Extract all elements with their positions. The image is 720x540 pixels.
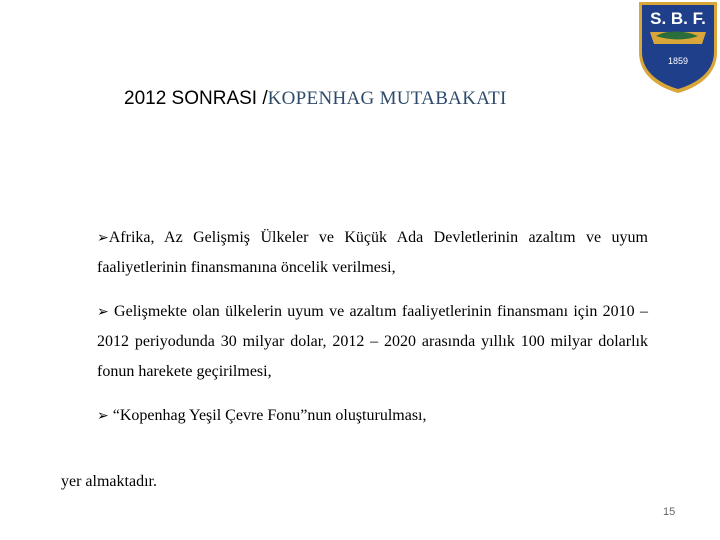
sbf-shield-emblem — [636, 0, 720, 94]
arrow-bullet-icon: ➢ — [97, 408, 109, 424]
bullet-text: “Kopenhag Yeşil Çevre Fonu”nun oluşturulması, — [108, 407, 427, 424]
arrow-bullet-icon: ➢ — [97, 230, 109, 246]
slide-title — [124, 86, 507, 112]
page-number: 15 — [663, 506, 676, 518]
bullet-item — [97, 297, 648, 387]
closing-text: yer almaktadır. — [61, 473, 157, 490]
logo-year: 1859 — [667, 56, 689, 66]
logo-initials: S. B. F. — [650, 9, 706, 28]
bullet-item — [97, 401, 648, 431]
arrow-bullet-icon: ➢ — [97, 304, 109, 320]
bullet-list — [97, 223, 648, 445]
title-separator: / — [262, 88, 268, 109]
title-accent: KOPENHAG MUTABAKATI — [267, 88, 507, 109]
sbf-logo — [636, 0, 720, 94]
title-main: 2012 SONRASI — [124, 88, 263, 109]
bullet-text: Gelişmekte olan ülkelerin uyum ve azaltım faaliyetlerinin finansmanı için 2010 – 2012 periyodunda 30 milyar dolar, 2012 – 2020 arasında yıllık 100 milyar dolarlık fonun harekete geçirilmesi, — [97, 303, 648, 380]
bullet-text: Afrika, Az Gelişmiş Ülkeler ve Küçük Ada Devletlerinin azaltım ve uyum faaliyetlerinin finansmanına öncelik verilmesi, — [97, 229, 648, 276]
bullet-item — [97, 223, 648, 283]
